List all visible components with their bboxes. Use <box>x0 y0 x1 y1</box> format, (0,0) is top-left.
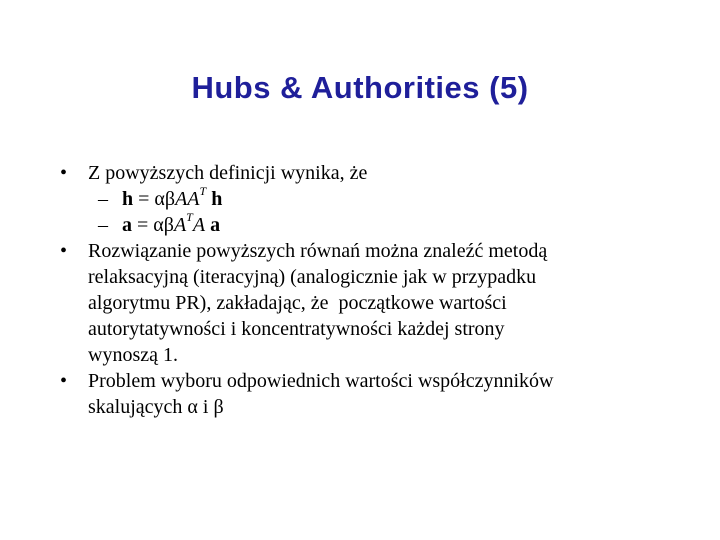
bullet-text: Z powyższych definicji wynika, że <box>88 162 368 184</box>
formula-matrix: A <box>173 214 187 236</box>
bullet-line: autorytatywności i koncentratywności każdej strony <box>88 318 505 340</box>
bullet-item-3 <box>60 368 700 420</box>
formula-rhs: h <box>206 188 223 210</box>
dash-icon: – <box>98 188 108 210</box>
sub-item-hub-formula <box>60 186 700 212</box>
sub-item-authority-formula <box>60 212 700 238</box>
bullet-line: wynoszą 1. <box>88 344 178 366</box>
formula-eq: = <box>132 214 154 236</box>
bullet-line: relaksacyjną (iteracyjną) (analogicznie jak w przypadku <box>88 266 537 288</box>
bullet-line: Problem wyboru odpowiednich wartości współczynników <box>88 370 554 392</box>
formula-lhs: a <box>122 214 132 236</box>
bullet-line: algorytmu PR), zakładając, że początkowe wartości <box>88 292 507 314</box>
formula-greek: αβ <box>153 214 174 236</box>
bullet-icon: • <box>60 162 68 184</box>
formula-matrix-2: A <box>192 214 206 236</box>
formula-greek: αβ <box>154 188 176 210</box>
formula-lhs: h <box>122 188 134 210</box>
formula-matrix: AA <box>175 188 200 210</box>
bullet-line: Rozwiązanie powyższych równań można znaleźć metodą <box>88 240 548 262</box>
formula-eq: = <box>133 188 155 210</box>
bullet-icon: • <box>60 240 68 262</box>
formula-transpose: T <box>186 210 193 225</box>
slide-body <box>60 160 700 420</box>
formula-rhs: a <box>205 214 221 236</box>
slide-title: Hubs & Authorities (5) <box>191 70 529 105</box>
bullet-icon: • <box>60 370 68 392</box>
bullet-item-1 <box>60 160 700 186</box>
bullet-line: skalujących α i β <box>88 396 224 418</box>
formula-transpose: T <box>199 184 207 199</box>
dash-icon: – <box>98 214 108 236</box>
bullet-item-2 <box>60 238 700 368</box>
